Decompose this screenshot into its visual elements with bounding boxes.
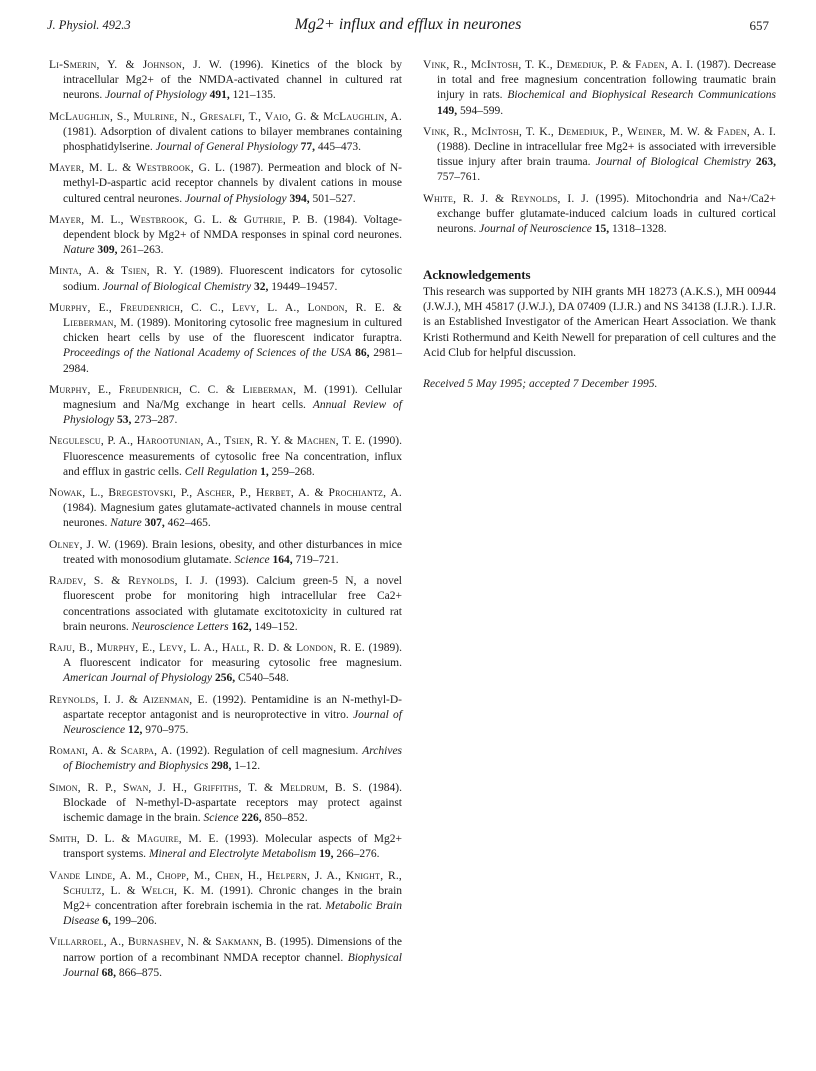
reference-entry — [49, 574, 402, 635]
reference-journal: Annual Review of Physiology — [63, 399, 403, 427]
reference-journal: Science — [234, 553, 270, 566]
reference-entry — [423, 58, 776, 119]
reference-pages: 757–761. — [437, 171, 481, 184]
reference-pages: 850–852. — [264, 811, 308, 824]
reference-journal: Metabolic Brain Disease — [63, 899, 403, 928]
reference-year: (1991). — [219, 884, 254, 897]
reference-journal: Nature — [63, 244, 95, 257]
reference-year: (1989). — [189, 265, 224, 278]
reference-journal: American Journal of Physiology — [63, 672, 213, 685]
reference-journal: Journal of Biological Chemistry — [595, 156, 751, 169]
reference-entry — [49, 213, 402, 259]
reference-pages: 266–276. — [336, 848, 380, 861]
reference-entry — [49, 832, 402, 862]
reference-title: Brain lesions, obesity, and other disturbances in mice treated with monosodium glutamate. — [63, 538, 403, 566]
reference-entry — [49, 301, 402, 377]
journal-citation: J. Physiol. 492.3 — [47, 18, 131, 32]
references-right-column — [423, 58, 776, 243]
reference-title: Adsorption of divalent cations to bilayer membranes containing phosphatidylserine. — [63, 125, 403, 154]
reference-pages: 259–268. — [271, 465, 315, 478]
reference-year: (1981). — [63, 125, 97, 138]
reference-title: Magnesium gates glutamate-activated channels in mouse central neurones. — [63, 502, 402, 530]
reference-entry — [49, 744, 402, 774]
reference-entry — [49, 538, 402, 568]
reference-title: Cellular magnesium and Na/Mg exchange in heart cells. — [63, 383, 403, 412]
reference-authors: White, R. J. & Reynolds, I. J. — [423, 192, 589, 205]
reference-year: (1993). — [224, 833, 259, 846]
reference-title: Kinetics of the block by intracellular Mg2+ of the NMDA-activated channel in cultured rat neurons. — [63, 59, 402, 102]
reference-authors: Nowak, L., Bregestovski, P., Ascher, P., Herbet, A. & Prochiantz, A. — [49, 487, 402, 500]
reference-entry — [423, 192, 776, 238]
reference-entry — [49, 693, 402, 739]
reference-authors: Romani, A. & Scarpa, A. — [49, 745, 173, 758]
reference-year: (1995). — [595, 192, 630, 205]
reference-title: Blockade of N-methyl-D-aspartate receptors may protect against ischemic damage in the brain. — [63, 796, 402, 824]
reference-year: (1984). — [323, 213, 358, 226]
reference-year: (1969). — [114, 538, 149, 551]
reference-title: Mitochondria and Na+/Ca2+ exchange buffer glutamate-induced calcium loads in cultured cortical neurons. — [437, 192, 777, 236]
reference-title: Calcium green-5 N, a novel fluorescent probe for monitoring high intracellular free Ca2+ concentrations associated with glutamate excitotoxicity in cultured rat brain neurons. — [63, 575, 403, 633]
reference-volume: 32, — [254, 280, 269, 293]
acknowledgements-heading: Acknowledgements — [423, 267, 531, 282]
reference-title: Decrease in total and free magnesium concentration following traumatic brain injury in rats. — [437, 59, 777, 102]
reference-entry — [49, 641, 402, 687]
reference-authors: McLaughlin, S., Mulrine, N., Gresalfi, T., Vaio, G. & McLaughlin, A. — [49, 110, 402, 123]
reference-journal: Mineral and Electrolyte Metabolism — [148, 848, 317, 861]
reference-volume: 6, — [102, 915, 111, 928]
reference-volume: 77, — [300, 141, 316, 154]
reference-journal: Journal of Biological Chemistry — [102, 280, 252, 293]
reference-journal: Nature — [110, 517, 142, 530]
reference-volume: 53, — [116, 414, 132, 427]
reference-authors: Mayer, M. L. & Westbrook, G. L. — [49, 162, 226, 175]
reference-year: (1992). — [176, 745, 210, 758]
reference-title: Regulation of cell magnesium. — [213, 745, 359, 758]
reference-year: (1995). — [279, 936, 314, 949]
reference-title: Voltage-dependent block by Mg2+ of NMDA responses in spinal cord neurones. — [63, 213, 402, 242]
reference-volume: 1, — [260, 465, 269, 478]
reference-year: (1984). — [63, 502, 97, 515]
reference-year: (1991). — [324, 383, 358, 396]
reference-authors: Rajdev, S. & Reynolds, I. J. — [49, 575, 208, 588]
reference-authors: Murphy, E., Freudenrich, C. C. & Lieberman, M. — [49, 383, 318, 396]
reference-pages: 594–599. — [460, 104, 504, 117]
reference-volume: 256, — [215, 672, 236, 685]
reference-journal: Science — [203, 811, 239, 824]
reference-pages: 866–875. — [118, 966, 163, 979]
reference-volume: 491, — [209, 89, 230, 102]
reference-authors: Vink, R., McIntosh, T. K., Demediuk, P., Weiner, M. W. & Faden, A. I. — [423, 125, 776, 138]
running-title: Mg2+ influx and efflux in neurones — [294, 16, 522, 33]
reference-title: Molecular aspects of Mg2+ transport systems. — [63, 833, 403, 861]
reference-pages: 445–473. — [317, 141, 362, 154]
reference-year: (1993). — [215, 575, 249, 588]
received-date: Received 5 May 1995; accepted 7 December 1995. — [423, 378, 658, 390]
reference-title: Decline in intracellular free Mg2+ is associated with irreversible tissue injury after brain trauma. — [437, 141, 777, 169]
reference-authors: Negulescu, P. A., Harootunian, A., Tsien, R. Y. & Machen, T. E. — [49, 435, 366, 448]
reference-journal: Journal of Neuroscience — [479, 223, 592, 236]
reference-authors: Li-Smerin, Y. & Johnson, J. W. — [49, 59, 222, 71]
reference-authors: Raju, B., Murphy, E., Levy, L. A., Hall, R. D. & London, R. E. — [49, 641, 365, 654]
reference-volume: 12, — [128, 723, 143, 736]
acknowledgements-text: This research was supported by NIH grants MH 18273 (A.K.S.), MH 00944 (J.W.J.), MH 45817 (J.W.J.), DA 07409 (I.J.R.) and NS 34138 (I.J.R.). I.J.R. is an Established Investigator of the American Heart Association. We thank Kristi Rothermund and Keith Newell for preparation of cell cultures and the Acid Club for helpful discussion. — [423, 286, 776, 359]
reference-volume: 263, — [755, 156, 776, 169]
reference-pages: 261–263. — [120, 244, 164, 257]
reference-title: A fluorescent indicator for measuring cytosolic free magnesium. — [63, 657, 402, 670]
reference-title: Pentamidine is an N-methyl-D-aspartate receptor antagonist and is neuroprotective in vitro. — [63, 693, 402, 721]
reference-journal: Journal of Physiology — [184, 192, 287, 205]
reference-journal: Archives of Biochemistry and Biophysics — [63, 745, 403, 773]
reference-entry — [423, 125, 776, 186]
reference-pages: 273–287. — [134, 414, 178, 427]
reference-journal: Neuroscience Letters — [131, 620, 229, 633]
reference-pages: 1318–1328. — [611, 223, 667, 236]
reference-pages: 462–465. — [167, 517, 211, 530]
reference-volume: 86, — [355, 347, 370, 360]
reference-volume: 309, — [97, 244, 118, 257]
reference-title: Permeation and block of N-methyl-D-aspartic acid receptor channels by divalent cations in mouse cultured central neurones. — [63, 162, 403, 205]
reference-volume: 307, — [144, 517, 165, 530]
reference-volume: 19, — [319, 848, 334, 861]
reference-pages: 2981–2984. — [63, 347, 402, 375]
reference-authors: Olney, J. W. — [49, 538, 111, 551]
reference-volume: 68, — [101, 966, 117, 979]
reference-year: (1984). — [368, 781, 402, 794]
reference-entry — [49, 383, 402, 429]
running-header — [47, 18, 769, 38]
reference-pages: 501–527. — [312, 192, 356, 205]
reference-journal: Biochemical and Biophysical Research Communications — [507, 89, 776, 102]
reference-volume: 149, — [437, 104, 458, 117]
reference-entry — [49, 935, 402, 981]
reference-title: Monitoring cytosolic free magnesium in cultured chicken heart cells by use of the fluorescent indicator furaptra. — [63, 317, 403, 345]
reference-journal: Journal of Physiology — [105, 89, 207, 102]
reference-entry — [49, 434, 402, 480]
page-number: 657 — [749, 18, 769, 33]
reference-pages: 149–152. — [254, 620, 298, 633]
reference-entry — [49, 486, 402, 532]
reference-pages: 970–975. — [145, 723, 189, 736]
reference-volume: 164, — [272, 553, 293, 566]
reference-pages: 19449–19457. — [271, 280, 338, 293]
reference-volume: 298, — [211, 760, 232, 773]
reference-authors: Mayer, M. L., Westbrook, G. L. & Guthrie, P. B. — [49, 213, 318, 226]
reference-authors: Reynolds, I. J. & Aizenman, E. — [49, 693, 208, 706]
reference-journal: Journal of Neuroscience — [63, 708, 402, 736]
reference-journal: Biophysical Journal — [63, 951, 402, 979]
reference-volume: 226, — [241, 811, 262, 824]
reference-pages: 719–721. — [295, 553, 339, 566]
reference-year: (1992). — [212, 693, 247, 706]
reference-authors: Simon, R. P., Swan, J. H., Griffiths, T. & Meldrum, B. S. — [49, 781, 363, 794]
reference-volume: 394, — [289, 192, 310, 205]
reference-year: (1987). — [696, 59, 731, 71]
reference-pages: 121–135. — [232, 89, 276, 102]
reference-volume: 162, — [231, 620, 252, 633]
reference-title: Chronic changes in the brain Mg2+ concentration after forebrain ischemia in the rat. — [63, 884, 403, 912]
reference-authors: Vande Linde, A. M., Chopp, M., Chen, H., Helpern, J. A., Knight, R., Schultz, L. & Welch, K. M. — [49, 869, 402, 897]
reference-authors: Minta, A. & Tsien, R. Y. — [49, 265, 184, 278]
reference-authors: Smith, D. L. & Maguire, M. E. — [49, 833, 219, 846]
reference-year: (1989). — [137, 317, 171, 330]
reference-authors: Murphy, E., Freudenrich, C. C., Levy, L. A., London, R. E. & Lieberman, M. — [49, 301, 402, 330]
reference-authors: Vink, R., McIntosh, T. K., Demediuk, P. & Faden, A. I. — [423, 59, 694, 71]
reference-entry — [49, 264, 402, 294]
reference-title: Fluorescence measurements of cytosolic free Na concentration, influx and efflux in gastric cells. — [63, 450, 402, 478]
reference-journal: Journal of General Physiology — [155, 141, 298, 154]
references-left-column — [49, 58, 402, 987]
reference-year: (1987). — [229, 162, 264, 175]
reference-entry — [49, 110, 402, 156]
reference-year: (1996). — [229, 59, 264, 71]
reference-entry — [49, 58, 402, 104]
reference-pages: C540–548. — [238, 672, 289, 685]
reference-title: Fluorescent indicators for cytosolic sodium. — [63, 265, 403, 293]
reference-year: (1988). — [437, 141, 471, 154]
reference-entry — [49, 781, 402, 827]
reference-pages: 1–12. — [234, 760, 261, 773]
reference-title: Dimensions of the narrow portion of a recombinant NMDA receptor channel. — [63, 936, 403, 964]
reference-authors: Villarroel, A., Burnashev, N. & Sakmann, B. — [49, 936, 277, 949]
reference-entry — [49, 869, 402, 930]
reference-journal: Cell Regulation — [184, 465, 258, 478]
reference-entry — [49, 161, 402, 207]
reference-year: (1990). — [368, 435, 403, 448]
reference-year: (1989). — [368, 641, 402, 654]
reference-journal: Proceedings of the National Academy of Sciences of the USA — [63, 347, 352, 360]
reference-pages: 199–206. — [113, 915, 157, 928]
reference-volume: 15, — [594, 223, 610, 236]
